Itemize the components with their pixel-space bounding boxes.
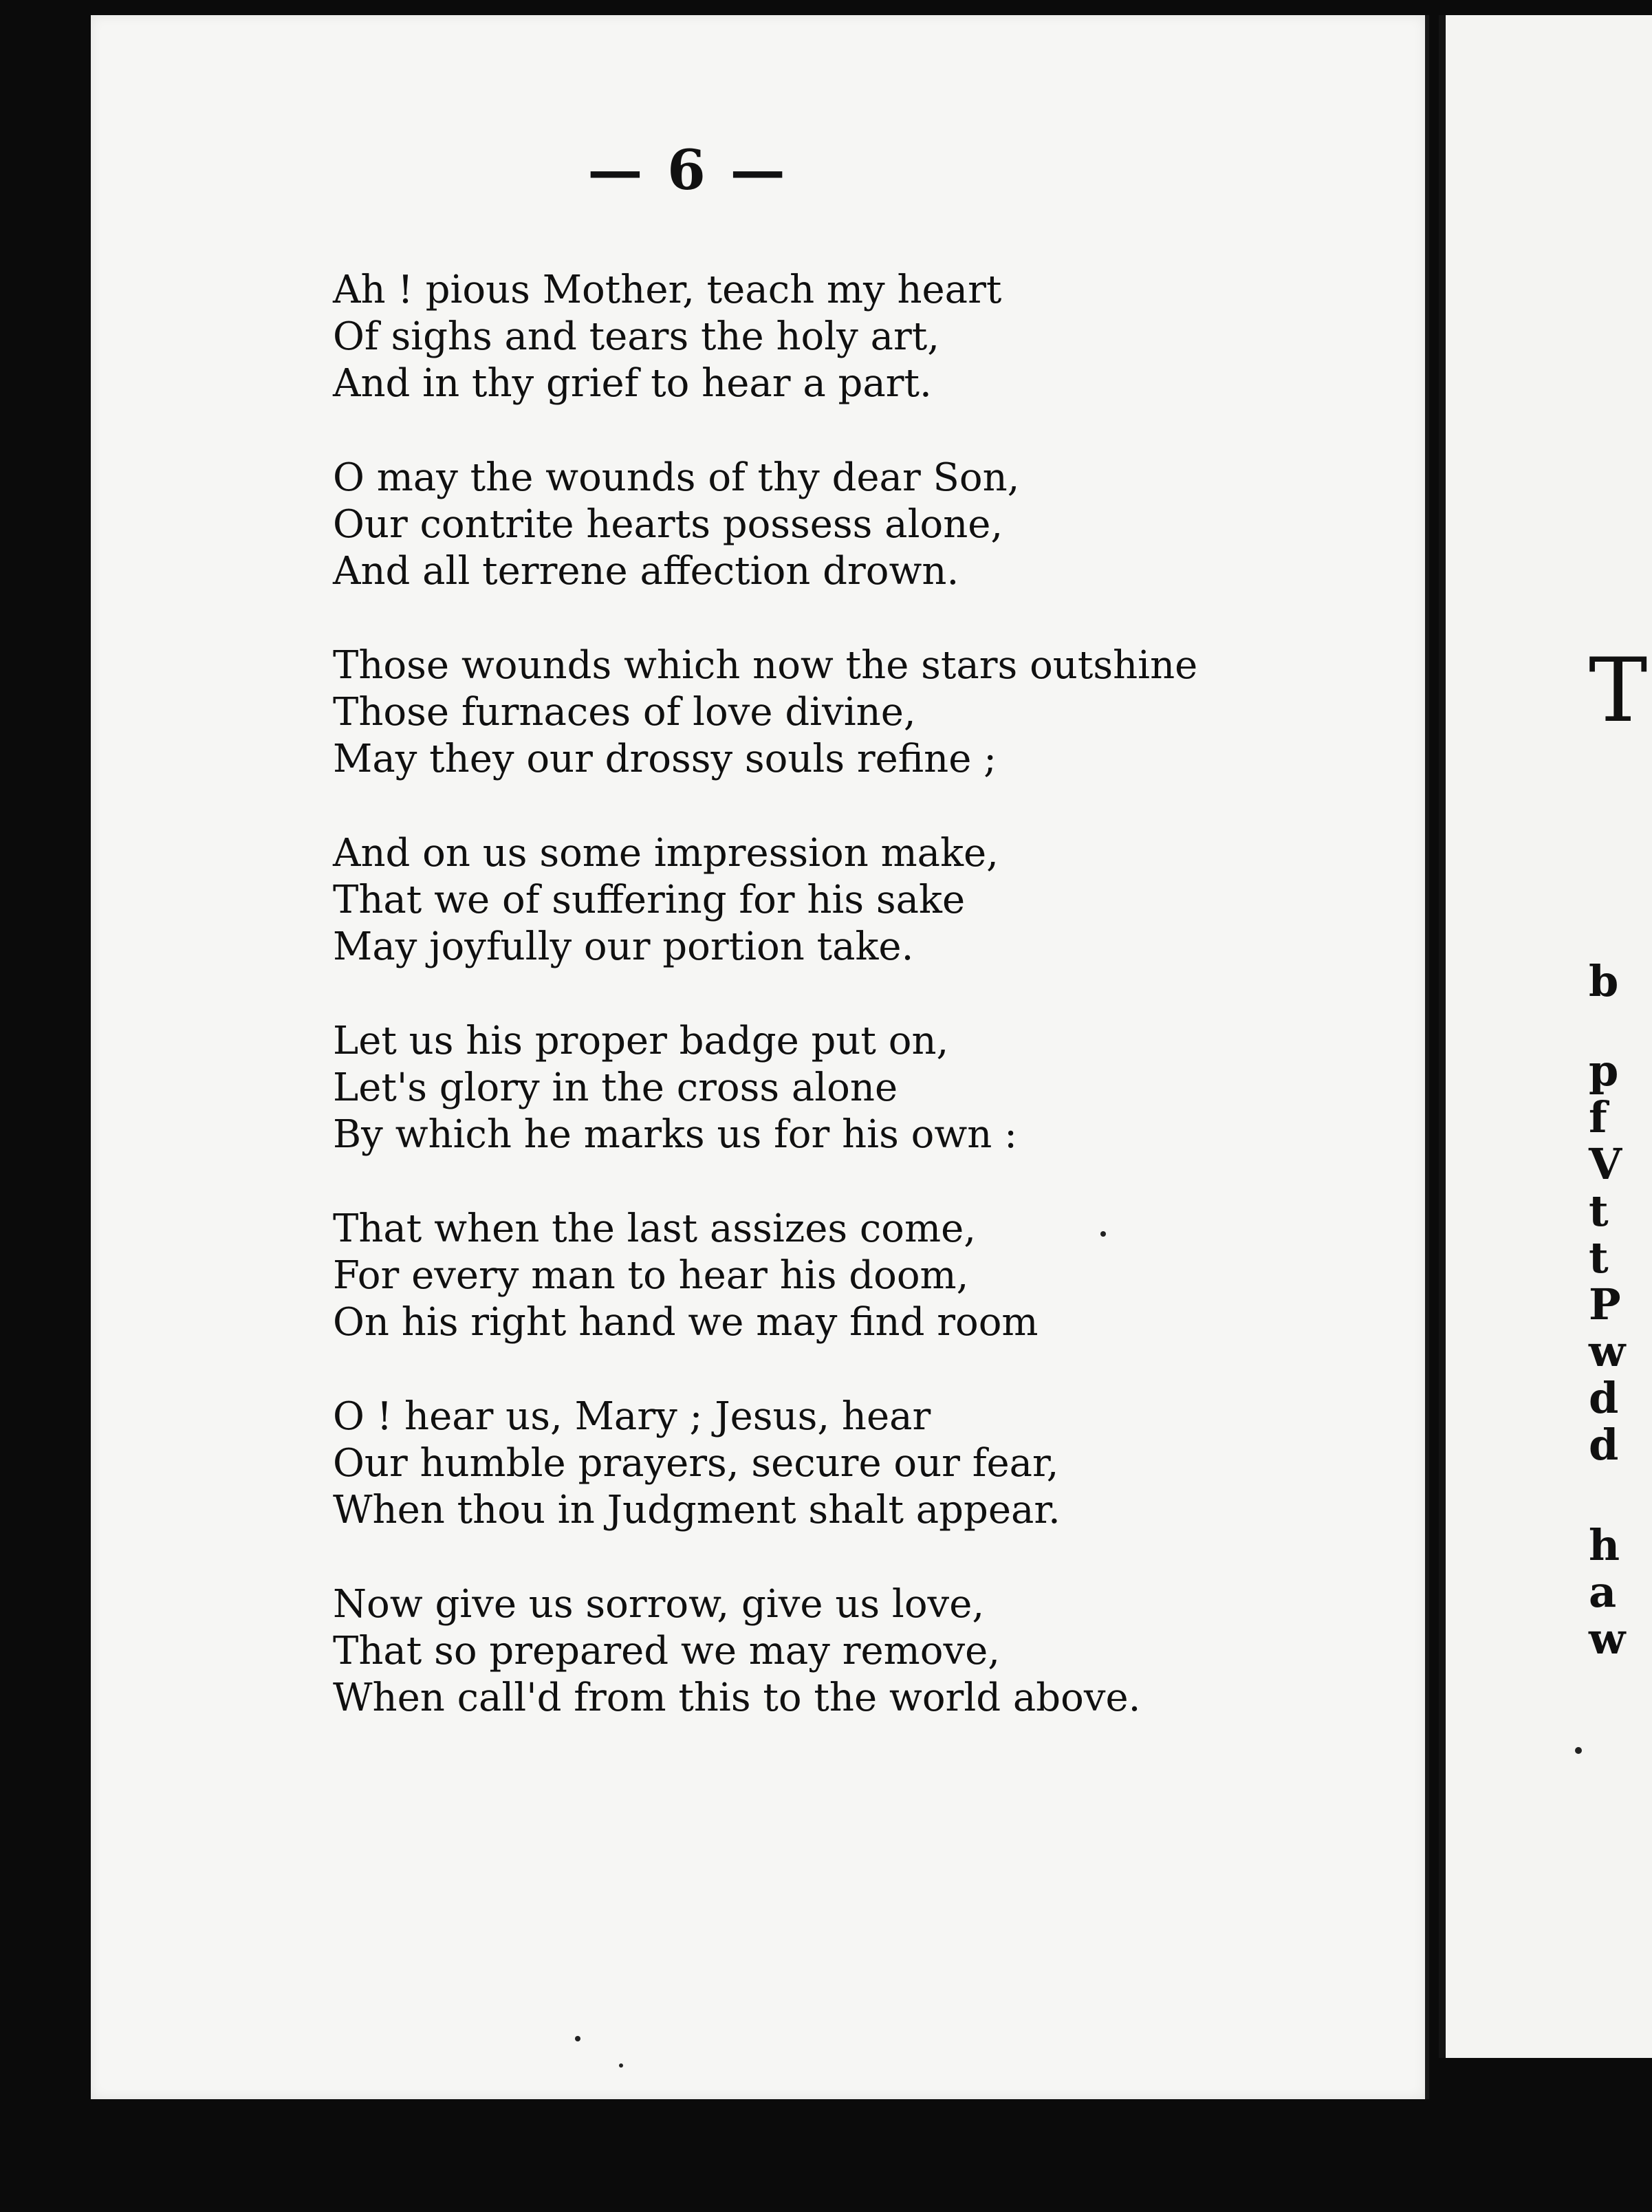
poem-line: And all terrene affection drown. — [333, 549, 959, 594]
poem-line: Our contrite hearts possess alone, — [333, 502, 1003, 547]
poem-line: O may the wounds of thy dear Son, — [333, 455, 1020, 500]
poem-line: When call'd from this to the world above. — [333, 1676, 1141, 1720]
poem-line: May joyfully our portion take. — [333, 924, 914, 969]
right-page-initial: T — [1589, 640, 1648, 742]
right-page-fragment: d — [1589, 1373, 1619, 1423]
poem-line: When thou in Judgment shalt appear. — [333, 1488, 1061, 1532]
poem-line: That we of suffering for his sake — [333, 878, 966, 922]
stanza-1 — [333, 267, 1197, 407]
poem-line: Ah ! pious Mother, teach my heart — [333, 268, 1002, 312]
right-page-fragment: b — [1589, 956, 1619, 1006]
poem-line: That so prepared we may remove, — [333, 1629, 1001, 1673]
right-page-fragment: t — [1589, 1186, 1609, 1236]
right-page-fragment: t — [1589, 1233, 1609, 1283]
right-page-fragment: P — [1589, 1279, 1621, 1330]
right-page-fragment: w — [1589, 1614, 1626, 1664]
poem-line: Our humble prayers, secure our fear, — [333, 1441, 1059, 1486]
poem-line: That when the last assizes come, — [333, 1206, 977, 1251]
scan-speck — [1100, 1231, 1106, 1237]
right-page-fragment: p — [1589, 1045, 1619, 1096]
poem-line: Let us his proper badge put on, — [333, 1019, 949, 1063]
right-page-fragment: V — [1589, 1139, 1622, 1189]
stanza-5 — [333, 1018, 1197, 1158]
right-page-fragment: f — [1589, 1092, 1607, 1142]
poem-line: Now give us sorrow, give us love, — [333, 1582, 985, 1627]
poem-line: On his right hand we may find room — [333, 1300, 1039, 1345]
scan-speck — [619, 2063, 623, 2068]
poem-line: For every man to hear his doom, — [333, 1253, 969, 1298]
poem-line: And on us some impression make, — [333, 831, 999, 876]
poem — [333, 267, 1197, 1769]
stanza-2 — [333, 455, 1197, 595]
page-number: — 6 — — [587, 138, 788, 202]
stanza-7 — [333, 1394, 1197, 1534]
scan-speck — [1575, 1747, 1582, 1754]
right-page-fragment: w — [1589, 1326, 1626, 1376]
stanza-3 — [333, 642, 1197, 783]
stanza-6 — [333, 1206, 1197, 1346]
stanza-4 — [333, 830, 1197, 971]
stanza-8 — [333, 1581, 1197, 1722]
scan-speck — [575, 2036, 580, 2041]
poem-line: By which he marks us for his own : — [333, 1112, 1017, 1157]
poem-line: Let's glory in the cross alone — [333, 1065, 898, 1110]
poem-line: And in thy grief to hear a part. — [333, 361, 932, 406]
right-page-fragment: d — [1589, 1420, 1619, 1470]
poem-line: May they our drossy souls refine ; — [333, 737, 997, 781]
right-page-fragment: h — [1589, 1520, 1620, 1570]
right-page-fragment: a — [1589, 1567, 1617, 1617]
poem-line: Of sighs and tears the holy art, — [333, 314, 940, 359]
poem-line: Those furnaces of love divine, — [333, 690, 916, 735]
poem-line: Those wounds which now the stars outshine — [333, 643, 1198, 688]
right-page — [1439, 15, 1652, 2058]
poem-line: O ! hear us, Mary ; Jesus, hear — [333, 1394, 931, 1439]
